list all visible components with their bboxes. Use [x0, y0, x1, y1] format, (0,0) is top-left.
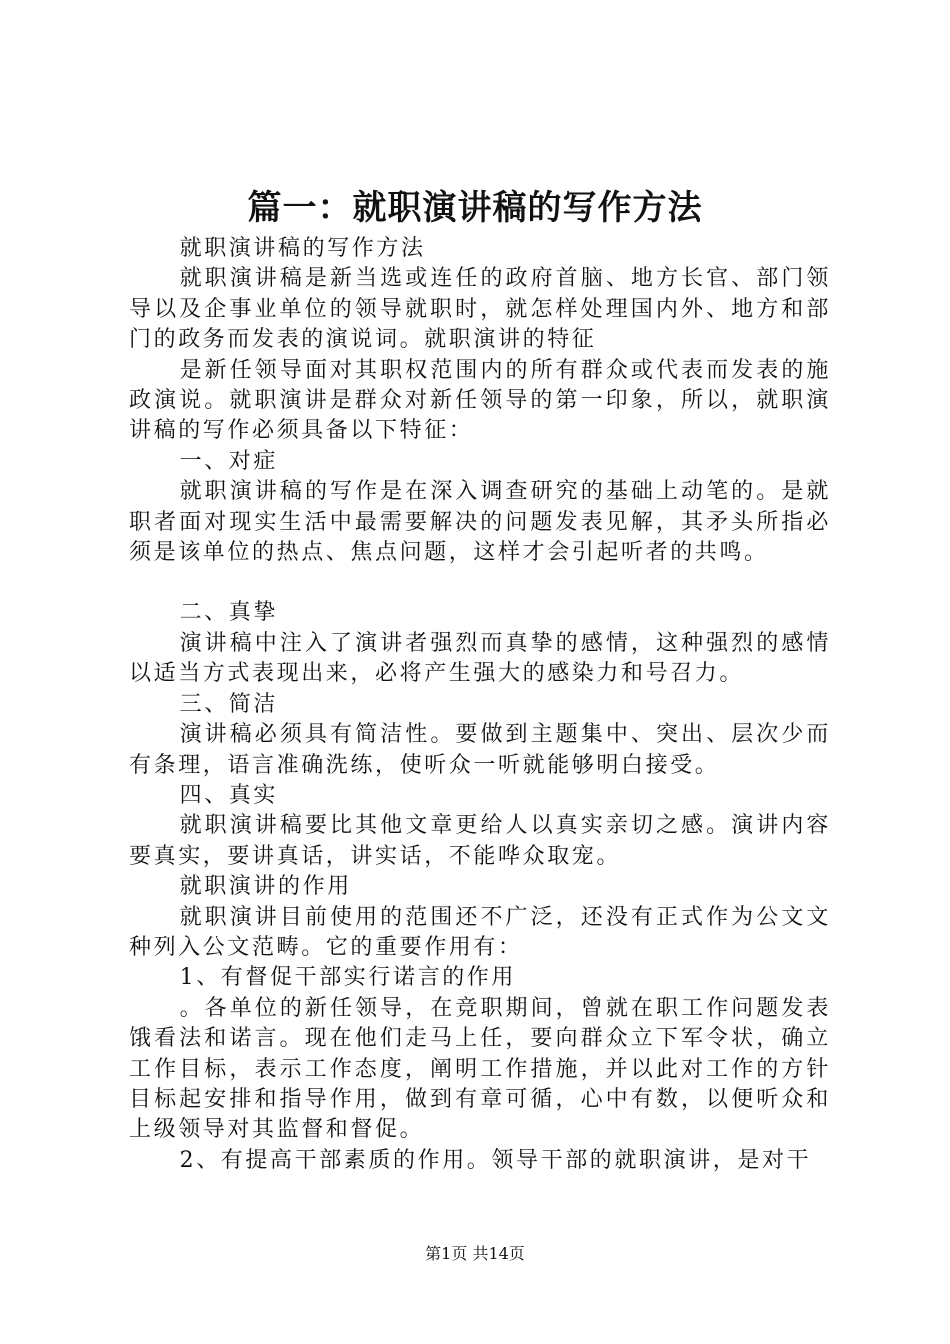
paragraph-section-3: 演讲稿必须具有简洁性。要做到主题集中、突出、层次少而有条理，语言准确洗练，使听众一听就能够明白接受。: [129, 722, 831, 778]
page-footer: 第1页 共14页: [425, 1244, 525, 1263]
paragraph-role-item-2: 2、有提高干部素质的作用。领导干部的就职演讲，是对干: [179, 1147, 812, 1173]
paragraph-features-intro: 是新任领导面对其职权范围内的所有群众或代表而发表的施政演说。就职演讲是群众对新任领导的第一印象，所以，就职演讲稿的写作必须具备以下特征：: [129, 357, 831, 444]
section-heading-1: 一、对症: [179, 448, 278, 474]
section-heading-4: 四、真实: [179, 782, 278, 808]
section-heading-3: 三、简洁: [179, 691, 278, 717]
document-title: 篇一：就职演讲稿的写作方法: [247, 188, 703, 228]
paragraph-role-item-1: 。各单位的新任领导，在竞职期间，曾就在职工作问题发表饿看法和诺言。现在他们走马上任，要向群众立下军令状，确立工作目标，表示工作态度，阐明工作措施，并以此对工作的方针目标起安排和指导作用，做到有章可循，心中有数，以便听众和上级领导对其监督和督促。: [129, 995, 831, 1143]
section-heading-role: 就职演讲的作用: [179, 874, 352, 900]
role-item-1-heading: 1、有督促干部实行诺言的作用: [179, 965, 516, 991]
paragraph-section-4: 就职演讲稿要比其他文章更给人以真实亲切之感。演讲内容要真实，要讲真话，讲实话，不能哗众取宠。: [129, 813, 831, 869]
paragraph-spacer: [129, 568, 831, 598]
document-body: [129, 234, 831, 1176]
paragraph-section-2: 演讲稿中注入了演讲者强烈而真挚的感情，这种强烈的感情以适当方式表现出来，必将产生强大的感染力和号召力。: [129, 630, 831, 687]
paragraph-subtitle: 就职演讲稿的写作方法: [179, 236, 426, 261]
paragraph-section-1: 就职演讲稿的写作是在深入调查研究的基础上动笔的。是就职者面对现实生活中最需要解决的问题发表见解，其矛头所指必须是该单位的热点、焦点问题，这样才会引起听者的共鸣。: [129, 479, 831, 566]
paragraph-definition: 就职演讲稿是新当选或连任的政府首脑、地方长官、部门领导以及企事业单位的领导就职时，就怎样处理国内外、地方和部门的政务而发表的演说词。就职演讲的特征: [129, 266, 831, 353]
section-heading-2: 二、真挚: [179, 600, 278, 626]
paragraph-role-intro: 就职演讲目前使用的范围还不广泛，还没有正式作为公文文种列入公文范畴。它的重要作用有：: [129, 904, 831, 960]
